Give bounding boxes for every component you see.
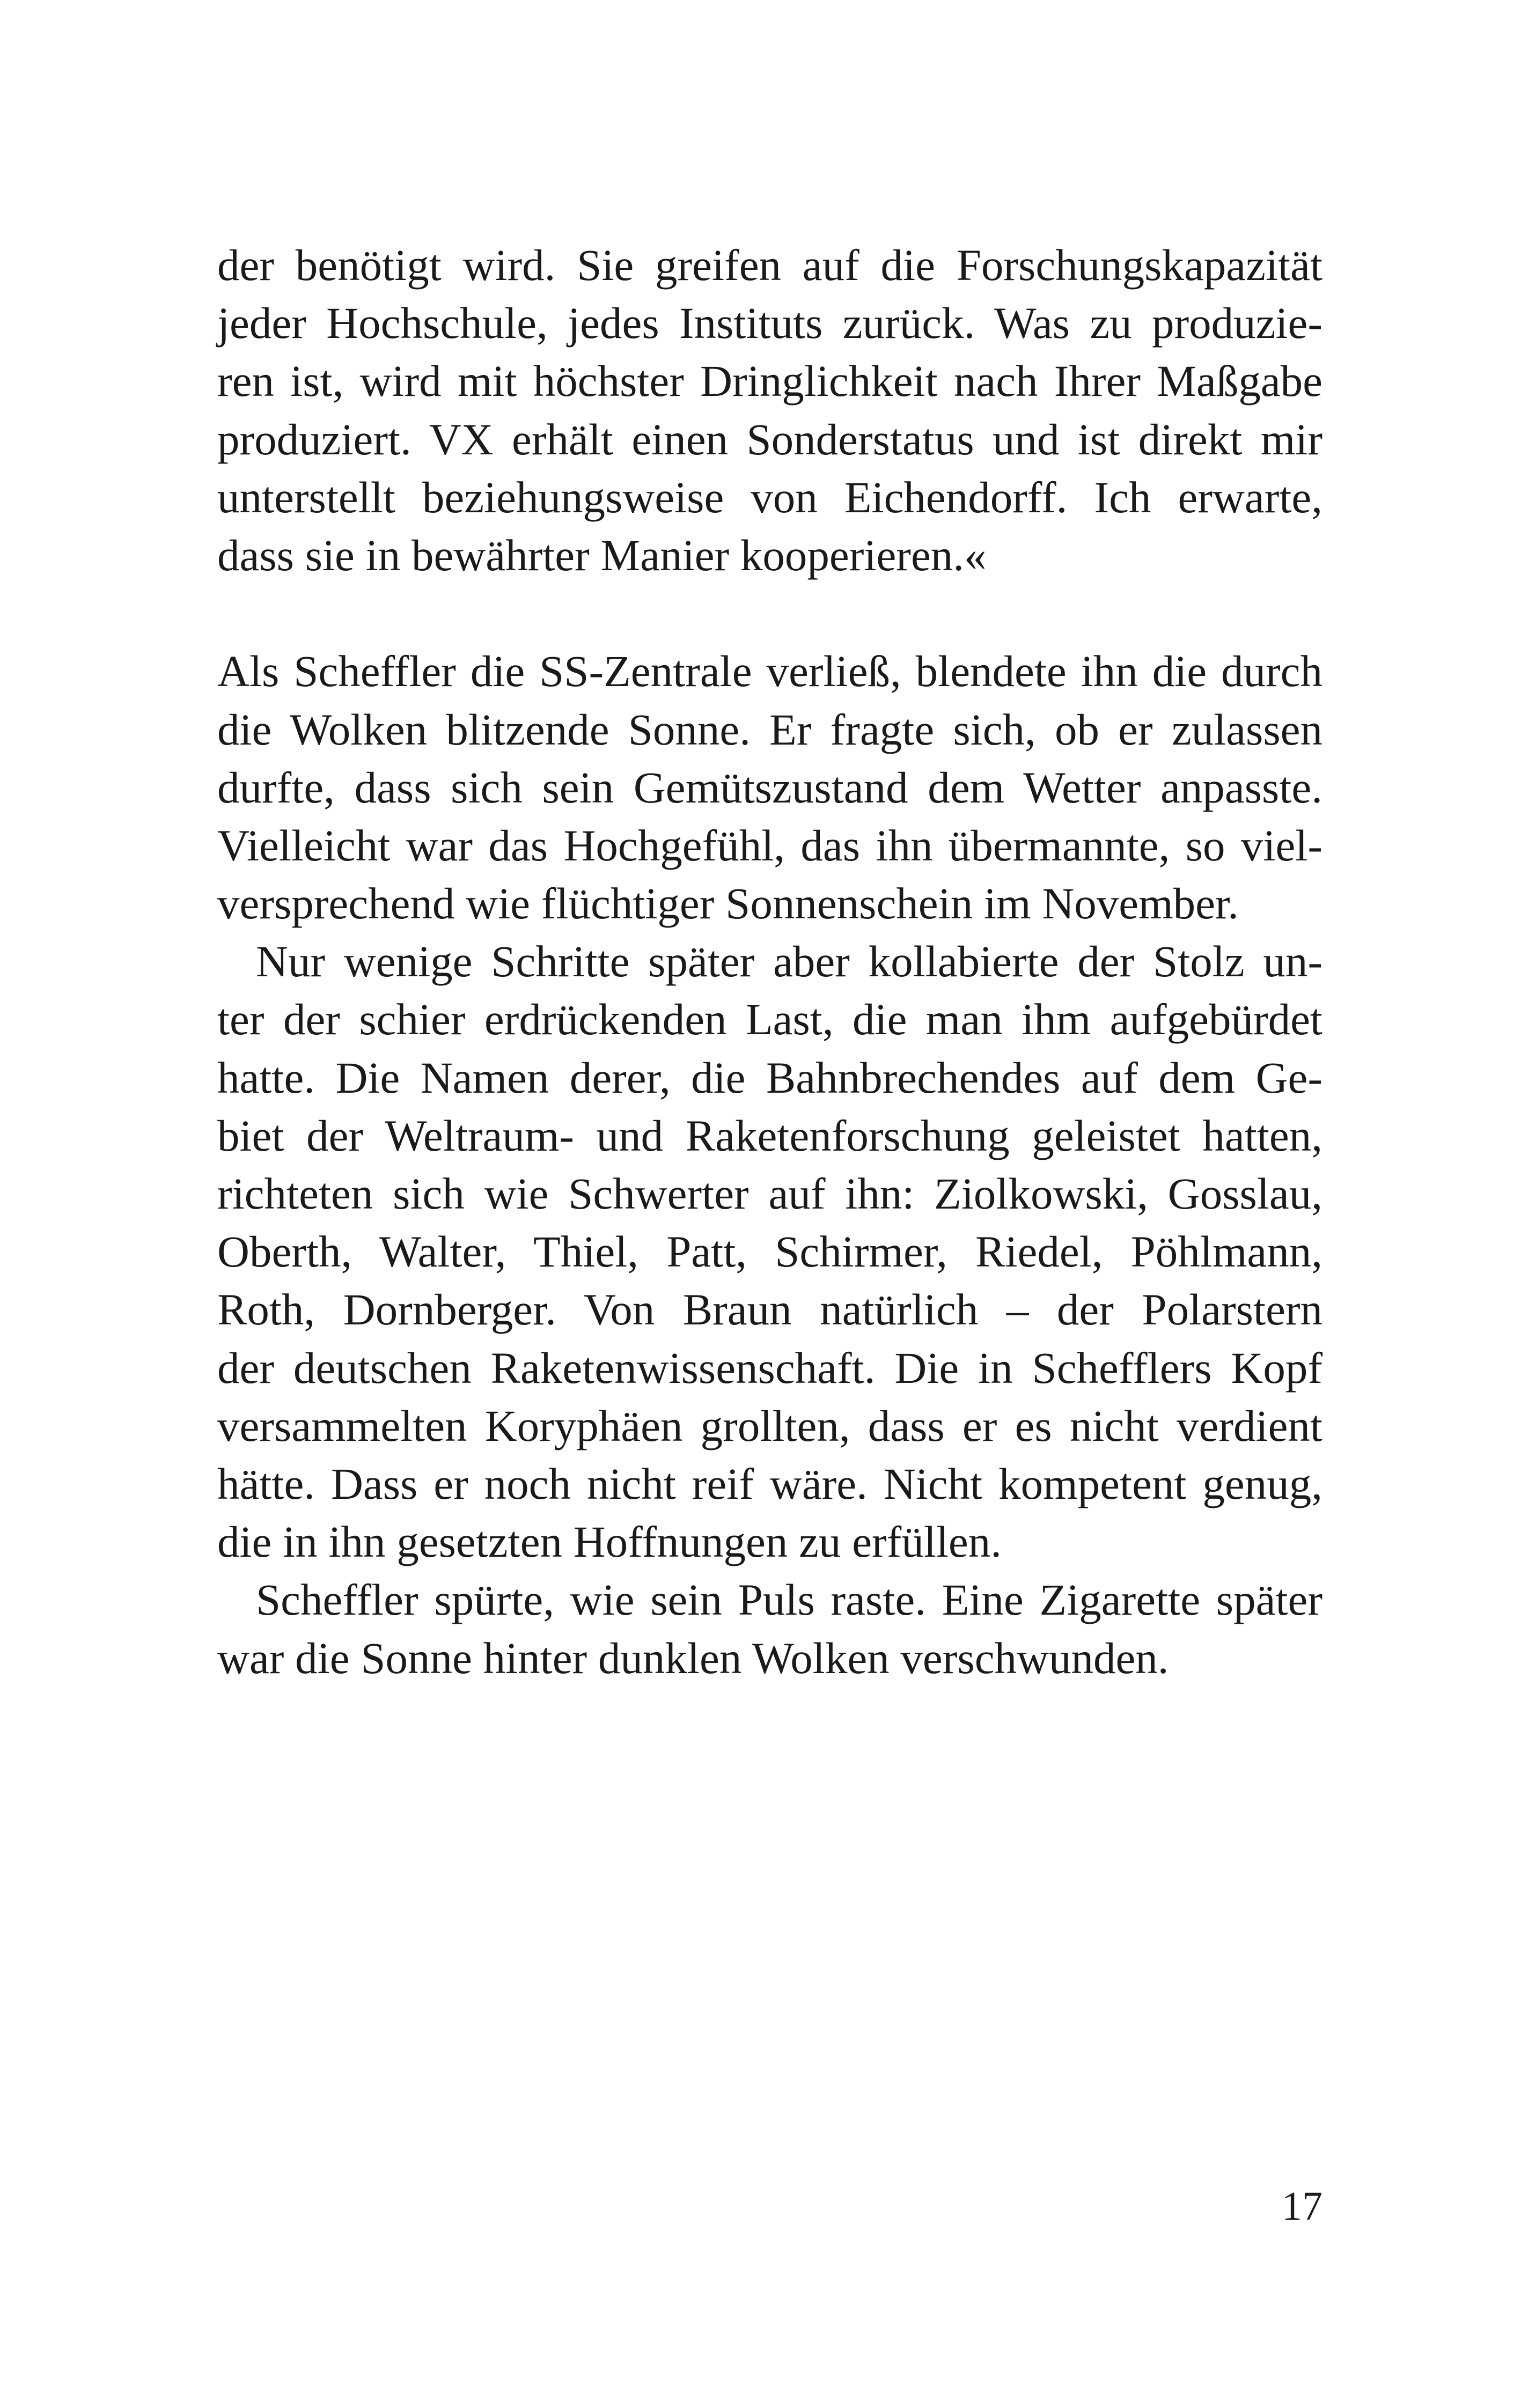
text-line: versammelten Koryphäen grollten, dass er es nicht verdient — [217, 1401, 1322, 1450]
text-line: der deutschen Raketenwissenschaft. Die in Schefflers Kopf — [217, 1343, 1322, 1393]
text-line: jeder Hochschule, jedes Instituts zurück. Was zu produzie- — [217, 298, 1322, 348]
text-line: hätte. Dass er noch nicht reif wäre. Nicht kompetent genug, — [217, 1459, 1322, 1508]
text-line: ter der schier erdrückenden Last, die man ihm aufgebürdet — [217, 995, 1322, 1044]
text-line: die in ihn gesetzten Hoffnungen zu erfüllen. — [217, 1517, 1002, 1567]
text-line: dass sie in bewährter Manier kooperieren.« — [217, 530, 987, 580]
text-line: Roth, Dornberger. Von Braun natürlich – der Polarstern — [217, 1285, 1322, 1335]
text-line: versprechend wie flüchtiger Sonnenschein im November. — [217, 879, 1239, 929]
paragraph-1 — [217, 236, 1322, 584]
text-line: Als Scheffler die SS-Zentrale verließ, blendete ihn die durch — [217, 646, 1322, 696]
text-line: Vielleicht war das Hochgefühl, das ihn übermannte, so viel- — [217, 820, 1322, 870]
text-line: der benötigt wird. Sie greifen auf die Forschungskapazität — [217, 240, 1322, 290]
body-text — [217, 236, 1322, 1687]
text-line: Oberth, Walter, Thiel, Patt, Schirmer, Riedel, Pöhlmann, — [217, 1227, 1322, 1277]
text-line: die Wolken blitzende Sonne. Er fragte sich, ob er zulassen — [217, 704, 1322, 754]
text-line: biet der Weltraum- und Raketenforschung geleistet hatten, — [217, 1110, 1322, 1160]
text-line: unterstellt beziehungsweise von Eichendorff. Ich erwarte, — [217, 472, 1322, 522]
page-number: 17 — [1282, 2184, 1322, 2229]
section-break — [217, 584, 1322, 642]
paragraph-4 — [217, 1571, 1322, 1687]
text-line: hatte. Die Namen derer, die Bahnbrechendes auf dem Ge- — [217, 1052, 1322, 1102]
text-line: ren ist, wird mit höchster Dringlichkeit nach Ihrer Maßgabe — [217, 356, 1322, 406]
paragraph-2 — [217, 642, 1322, 932]
text-line: richteten sich wie Schwerter auf ihn: Ziolkowski, Gosslau, — [217, 1169, 1322, 1218]
text-line: durfte, dass sich sein Gemütszustand dem Wetter anpasste. — [217, 762, 1322, 812]
text-line: war die Sonne hinter dunklen Wolken verschwunden. — [217, 1633, 1169, 1683]
paragraph-3 — [217, 932, 1322, 1571]
text-line: Scheffler spürte, wie sein Puls raste. Eine Zigarette später — [256, 1575, 1322, 1625]
text-line: produziert. VX erhält einen Sonderstatus und ist direkt mir — [217, 414, 1322, 464]
text-line: Nur wenige Schritte später aber kollabierte der Stolz un- — [256, 937, 1322, 986]
